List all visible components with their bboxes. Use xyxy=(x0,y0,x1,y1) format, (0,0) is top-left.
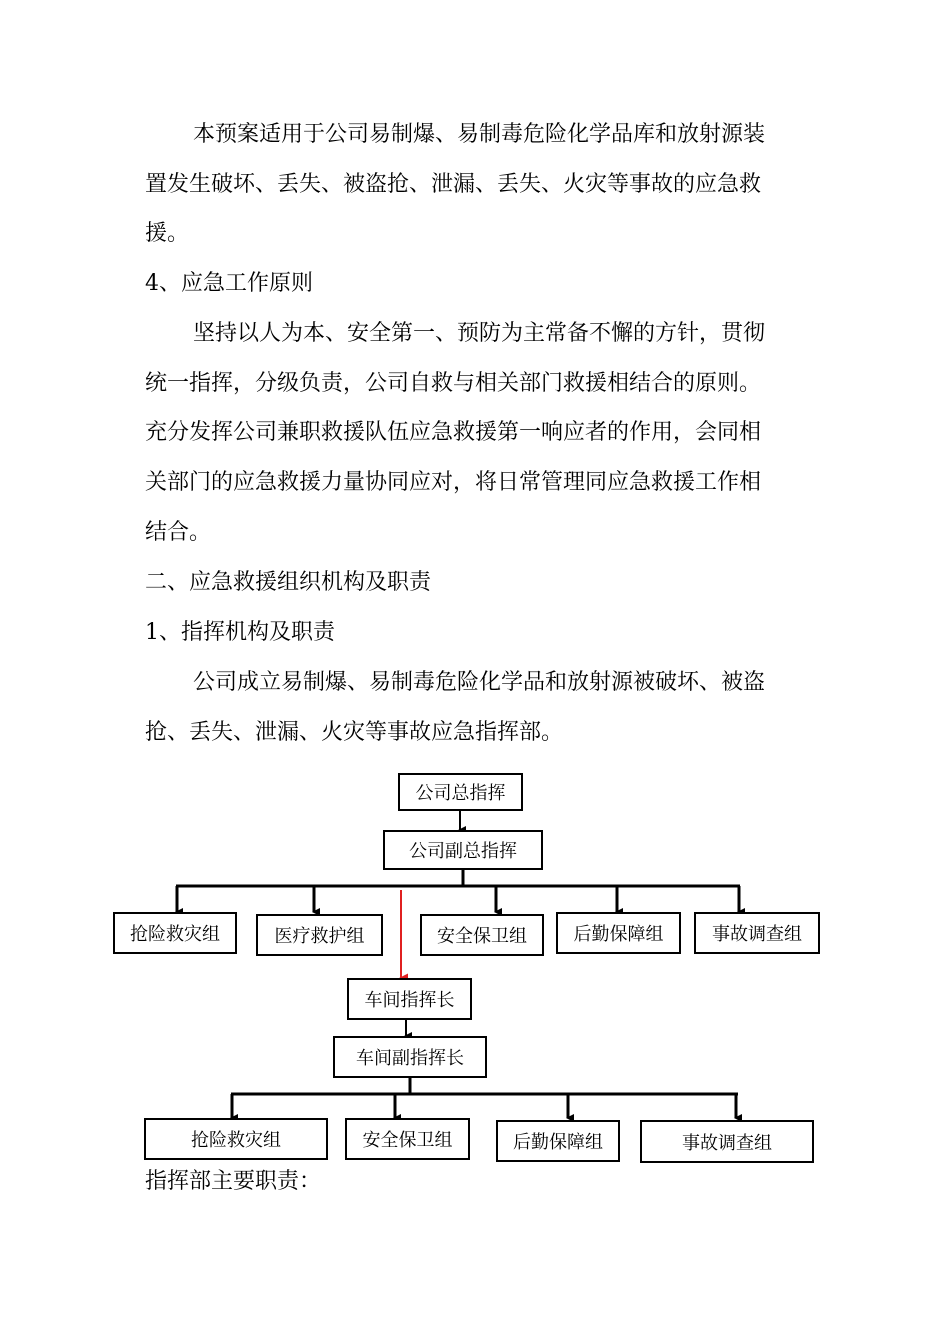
principle-line-1: 坚持以人为本、安全第一、预防为主常备不懈的方针，贯彻 xyxy=(193,321,766,346)
org-box-workshop-group-3: 后勤保障组 xyxy=(496,1120,620,1162)
heading-org: 二、应急救援组织机构及职责 xyxy=(145,570,432,595)
command-line-2: 抢、丢失、泄漏、火灾等事故应急指挥部。 xyxy=(145,720,564,745)
command-line-1: 公司成立易制爆、易制毒危险化学品和放射源被破坏、被盗 xyxy=(193,670,766,695)
org-box-company-group-1: 抢险救灾组 xyxy=(113,912,237,954)
org-box-company-commander: 公司总指挥 xyxy=(398,773,523,811)
org-box-workshop-group-1: 抢险救灾组 xyxy=(144,1118,328,1160)
org-box-company-deputy: 公司副总指挥 xyxy=(383,830,543,870)
scope-line-3: 援。 xyxy=(145,221,190,246)
org-box-workshop-group-2: 安全保卫组 xyxy=(345,1118,470,1160)
org-box-company-group-3: 安全保卫组 xyxy=(420,914,544,956)
heading-command: 1、指挥机构及职责 xyxy=(145,620,335,645)
principle-line-5: 结合。 xyxy=(145,520,212,545)
org-box-workshop-group-4: 事故调查组 xyxy=(640,1120,814,1163)
principle-line-4: 关部门的应急救援力量协同应对，将日常管理同应急救援工作相 xyxy=(145,470,762,495)
scope-line-2: 置发生破坏、丢失、被盗抢、泄漏、丢失、火灾等事故的应急救 xyxy=(145,172,762,197)
org-box-company-group-2: 医疗救护组 xyxy=(256,914,383,956)
heading-principle: 4、应急工作原则 xyxy=(145,271,313,296)
principle-line-3: 充分发挥公司兼职救援队伍应急救援第一响应者的作用，会同相 xyxy=(145,420,762,445)
principle-line-2: 统一指挥，分级负责，公司自救与相关部门救援相结合的原则。 xyxy=(145,371,762,396)
duties-heading: 指挥部主要职责： xyxy=(145,1169,322,1194)
org-box-workshop-commander: 车间指挥长 xyxy=(347,978,472,1020)
org-box-workshop-deputy: 车间副指挥长 xyxy=(333,1036,487,1078)
scope-line-1: 本预案适用于公司易制爆、易制毒危险化学品库和放射源装 xyxy=(193,122,766,147)
org-box-company-group-4: 后勤保障组 xyxy=(556,912,681,954)
org-box-company-group-5: 事故调查组 xyxy=(694,912,820,954)
